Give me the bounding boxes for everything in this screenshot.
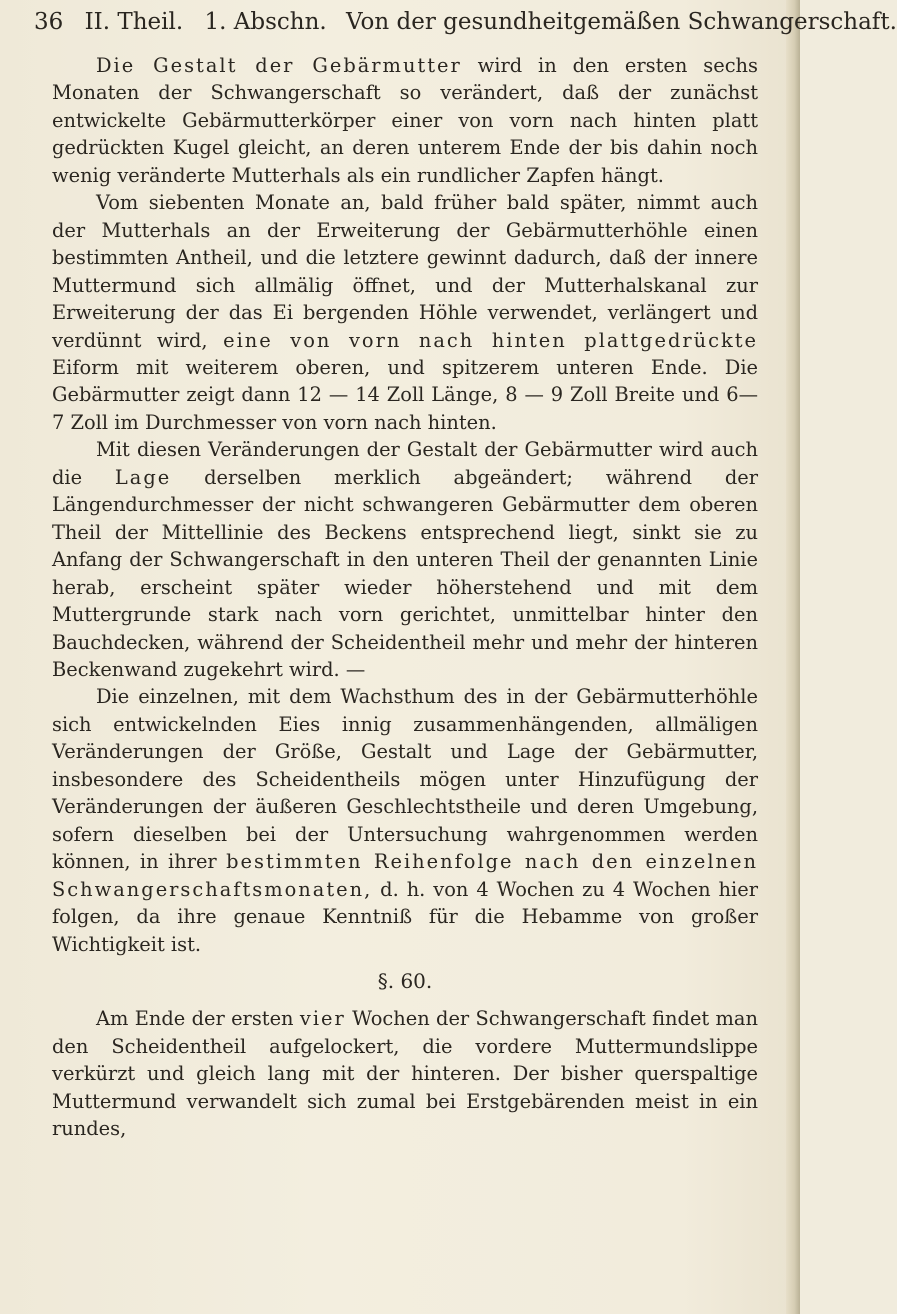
paragraph-text: wird in den ersten sechs Monaten der Schwangerschaft so verändert, daß der zunächst entwickelte Gebärmutterkörper einer von vorn nach hinten platt gedrückten Kugel gleicht, an deren unterem Ende der bis dahin noch wenig veränderte Mutterhals als ein rundlicher Zapfen hängt.	[52, 54, 759, 187]
paragraph	[52, 52, 758, 189]
emphasis: Die Gestalt der Gebärmutter	[96, 54, 462, 77]
running-title: Von der gesundheitgemäßen Schwangerschaft.	[346, 9, 897, 35]
running-header	[34, 2, 897, 42]
section-number: §. 60.	[377, 968, 433, 993]
emphasis: eine von vorn nach hinten plattgedrückte	[223, 328, 758, 352]
paragraph	[52, 683, 758, 958]
emphasis: Lage	[114, 465, 172, 489]
emphasis: vier	[299, 1007, 346, 1031]
body-text	[52, 52, 758, 1143]
paragraph	[52, 436, 758, 683]
paragraph	[52, 189, 758, 436]
paragraph	[52, 1005, 758, 1142]
paragraph-text: derselben merklich abgeändert; während der Längendurchmesser der nicht schwangeren Gebärmutter dem oberen Theil der Mittellinie des Beckens entsprechend liegt, sinkt sie zu Anfang der Schwangerschaft in den unteren Theil der genannten Linie herab, erscheint später wieder höherstehend und mit dem Muttergrunde stark nach vorn gerichtet, unmittelbar hinter den Bauchdecken, während der Scheidentheil mehr und mehr der hinteren Beckenwand zugekehrt wird. —	[52, 465, 758, 681]
paragraph-text: Mit diesen Veränderungen der Gestalt der Gebärmutter wird auch die	[52, 438, 758, 489]
paragraph-text: Eiform mit weiterem oberen, und spitzerem unteren Ende. Die Gebärmutter zeigt dann 12 — 14 Zoll Länge, 8 — 9 Zoll Breite und 6—7 Zoll im Durchmesser von vorn nach hinten.	[52, 355, 758, 434]
division-label: 1. Abschn.	[204, 9, 327, 35]
paragraph-text: Vom siebenten Monate an, bald früher bald später, nimmt auch der Mutterhals an der Erweiterung der Gebärmutterhöhle einen bestimmten Antheil, und die letztere gewinnt dadurch, daß der innere Muttermund sich allmälig öffnet, und der Mutterhalskanal zur Erweiterung der das Ei bergenden Höhle verwendet, verlängert und verdünnt wird,	[52, 191, 758, 352]
paragraph-text: Die einzelnen, mit dem Wachsthum des in der Gebärmutterhöhle sich entwickelnden Eies innig zusammenhängenden, allmäligen Veränderungen der Größe, Gestalt und Lage der Gebärmutter, insbesondere des Scheidentheils mögen unter Hinzufügung der Veränderungen der äußeren Geschlechtstheile und deren Umgebung, sofern dieselben bei der Untersuchung wahrgenommen werden können, in ihrer	[52, 685, 758, 874]
paragraph-text: Am Ende der ersten	[96, 1007, 300, 1031]
emphasis: bestimmten Reihenfolge nach den einzelnen Schwangerschaftsmonaten,	[52, 850, 758, 901]
page-edge	[786, 0, 800, 1314]
paragraph-text: Wochen der Schwangerschaft findet man den Scheidentheil aufgelockert, die vordere Muttermundslippe verkürzt und gleich lang mit der hinteren. Der bisher querspaltige Muttermund verwandelt sich zumal bei Erstgebärenden meist in ein rundes,	[52, 1007, 758, 1141]
part-label: II. Theil.	[84, 9, 184, 35]
page-number: 36	[34, 9, 64, 35]
paragraph-text: d. h. von 4 Wochen zu 4 Wochen hier folgen, da ihre genaue Kenntniß für die Hebamme von großer Wichtigkeit ist.	[52, 877, 758, 956]
